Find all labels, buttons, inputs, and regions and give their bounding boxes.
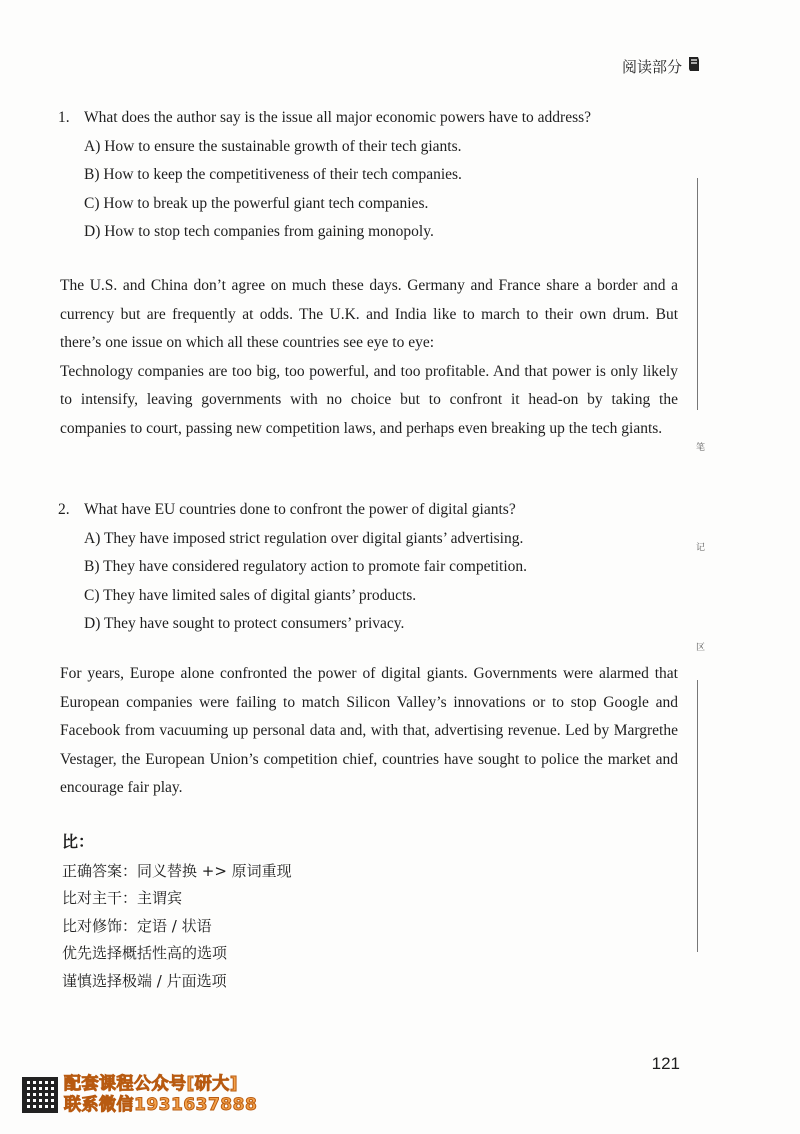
margin-rule-bottom bbox=[697, 680, 698, 952]
margin-label: 笔 bbox=[696, 443, 706, 453]
margin-label: 区 bbox=[696, 643, 706, 653]
note-item: 优先选择概括性高的选项 bbox=[62, 944, 228, 962]
note-item: 比对修饰：定语 / 状语 bbox=[62, 916, 212, 935]
page-number: 121 bbox=[651, 1054, 680, 1073]
section-title: 阅读部分 bbox=[621, 58, 682, 76]
question-number: 1. bbox=[58, 109, 70, 126]
option-a: A) They have imposed strict regulation over digital giants’ advertising. bbox=[84, 529, 524, 547]
option-d: D) They have sought to protect consumers’ privacy. bbox=[84, 615, 405, 632]
question-stem: What does the author say is the issue all major economic powers have to address? bbox=[84, 109, 592, 126]
footer-watermark bbox=[22, 1074, 257, 1116]
option-d: D) How to stop tech companies from gaining monopoly. bbox=[84, 223, 434, 240]
note-item: 正确答案：同义替换 +> 原词重现 bbox=[62, 861, 292, 880]
option-a: A) How to ensure the sustainable growth of their tech giants. bbox=[84, 137, 462, 155]
question-2 bbox=[58, 496, 527, 639]
question-stem: What have EU countries done to confront the power of digital giants? bbox=[84, 501, 516, 518]
qr-code-icon bbox=[22, 1077, 58, 1113]
question-number: 2. bbox=[58, 501, 70, 518]
paragraph-line-1: The U.S. and China don’t agree on much these days. Germany and France share a border and a currency but are frequently at odds. The U.K. and India like to march to their own drum. But there’s one issue on which all these countries see eye to eye: bbox=[60, 277, 678, 351]
option-b: B) How to keep the competitiveness of their tech companies. bbox=[84, 166, 462, 183]
passage-paragraph-2: For years, Europe alone confronted the power of digital giants. Governments were alarmed that European companies were failing to match Silicon Valley’s innovations or to stop Google and Facebook from vacuuming up personal data and, with that, advertising revenue. Led by Margrethe Vestager, the European Union’s competition chief, countries have sought to police the market and encourage fair play. bbox=[60, 665, 678, 796]
option-c: C) How to break up the powerful giant tech companies. bbox=[84, 194, 429, 212]
option-b: B) They have considered regulatory action to promote fair competition. bbox=[84, 558, 528, 575]
option-c: C) They have limited sales of digital giants’ products. bbox=[84, 586, 417, 604]
footer-line-1: 配套课程公众号[研大] bbox=[64, 1074, 239, 1094]
margin-label: 记 bbox=[696, 543, 706, 553]
question-1 bbox=[58, 104, 591, 247]
margin-rule-top bbox=[697, 178, 698, 410]
note-item: 比对主干：主谓宾 bbox=[62, 889, 183, 907]
passage-paragraph-1 bbox=[60, 272, 678, 443]
paragraph-line-2: Technology companies are too big, too powerful, and too profitable. And that power is only likely to intensify, leaving governments with no choice but to confront it head-on by taking the companies to court, passing new competition laws, and perhaps even breaking up the tech giants. bbox=[60, 362, 678, 437]
footer-line-2: 联系微信1931637888 bbox=[64, 1095, 258, 1115]
book-icon bbox=[688, 56, 700, 73]
note-item: 谨慎选择极端 / 片面选项 bbox=[62, 971, 227, 990]
notes-title: 比： bbox=[62, 832, 95, 851]
notes-section bbox=[62, 828, 292, 995]
